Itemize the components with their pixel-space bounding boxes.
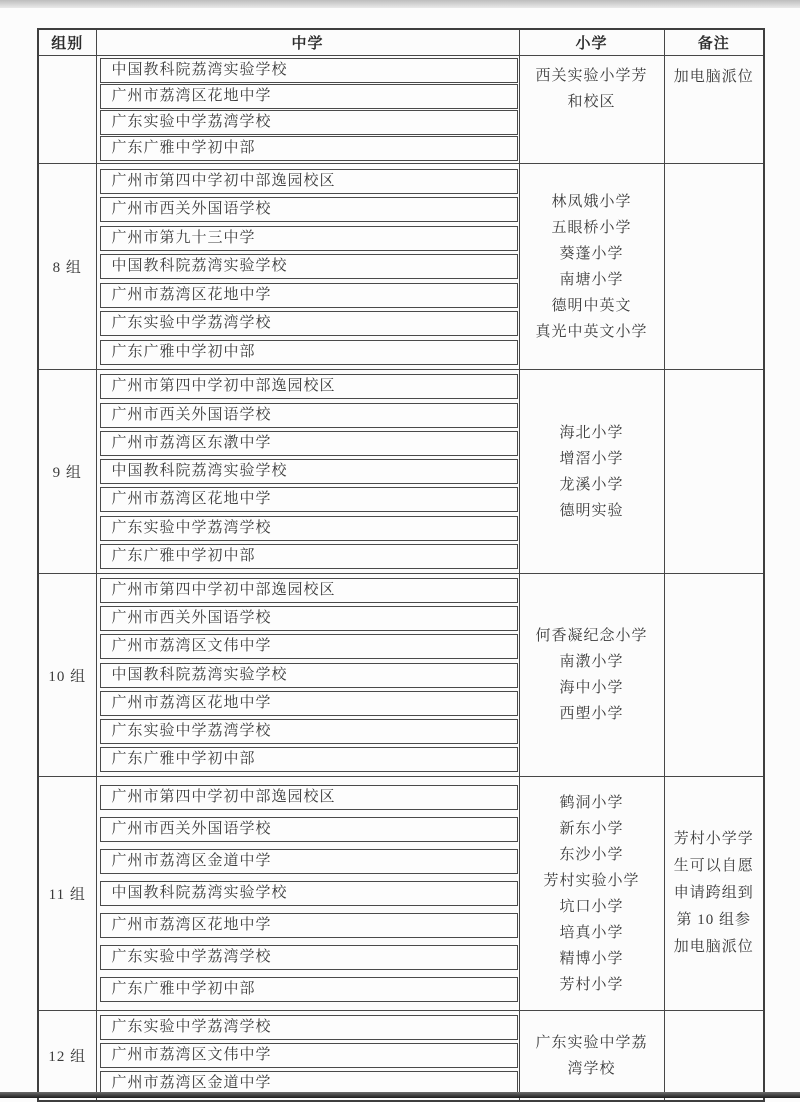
primary-school-line: 海北小学 <box>559 424 624 441</box>
primary-school-line: 西塱小学 <box>559 706 624 722</box>
primary-school-line: 东沙小学 <box>559 846 624 863</box>
middle-school-box: 广州市荔湾区东漖中学 <box>100 431 518 456</box>
middle-school-box: 广州市第四中学初中部逸园校区 <box>100 169 518 194</box>
primary-school-cell <box>519 370 664 574</box>
middle-school-box: 广州市西关外国语学校 <box>100 197 518 222</box>
scan-top-edge <box>0 0 800 8</box>
primary-school-line: 海中小学 <box>559 680 624 696</box>
remark-cell <box>664 1011 764 1102</box>
primary-school-line: 南漖小学 <box>559 654 624 670</box>
group-label: 9 组 <box>38 370 96 574</box>
primary-school-line: 坑口小学 <box>559 898 624 915</box>
primary-school-line: 南塘小学 <box>559 271 624 288</box>
primary-school-line: 鹤洞小学 <box>559 794 624 811</box>
middle-school-stack <box>97 164 519 369</box>
middle-school-box: 广州市荔湾区花地中学 <box>100 487 518 512</box>
group-row-continued <box>38 56 764 164</box>
group-label: 10 组 <box>38 574 96 777</box>
middle-school-box: 广州市荔湾区金道中学 <box>100 849 518 874</box>
header-remark: 备注 <box>664 29 764 56</box>
remark-line: 第 10 组参 <box>676 912 751 928</box>
middle-school-box: 广州市第四中学初中部逸园校区 <box>100 785 518 810</box>
remark-cell <box>664 777 764 1011</box>
primary-school-line: 芳村小学 <box>559 976 624 993</box>
scan-bottom-edge <box>0 1092 800 1098</box>
middle-school-box: 广东实验中学荔湾学校 <box>100 110 518 135</box>
primary-school-cell <box>519 574 664 777</box>
primary-school-cell <box>519 777 664 1011</box>
primary-school-line: 五眼桥小学 <box>551 219 632 236</box>
primary-school-line: 培真小学 <box>559 924 624 941</box>
middle-school-box: 广州市西关外国语学校 <box>100 817 518 842</box>
group-label: 12 组 <box>38 1011 96 1102</box>
primary-school-line: 新东小学 <box>559 820 624 837</box>
middle-school-stack <box>97 370 519 573</box>
middle-school-box: 中国教科院荔湾实验学校 <box>100 459 518 484</box>
middle-school-box: 广州市荔湾区花地中学 <box>100 691 518 716</box>
middle-school-box: 广东广雅中学初中部 <box>100 136 518 161</box>
middle-school-stack <box>97 777 519 1010</box>
middle-school-stack <box>97 1011 519 1100</box>
primary-school-line: 龙溪小学 <box>559 476 624 493</box>
remark-cell <box>664 164 764 370</box>
middle-school-cell <box>96 777 519 1011</box>
primary-school-line: 广东实验中学荔 <box>535 1034 648 1051</box>
middle-school-box: 广东广雅中学初中部 <box>100 977 518 1002</box>
middle-school-box: 广州市第九十三中学 <box>100 226 518 251</box>
middle-school-box: 广东实验中学荔湾学校 <box>100 1015 518 1040</box>
middle-school-box: 中国教科院荔湾实验学校 <box>100 254 518 279</box>
primary-school-cell <box>519 1011 664 1102</box>
remark-line: 生可以自愿 <box>673 858 754 874</box>
primary-school-line: 西关实验小学芳 <box>535 68 648 84</box>
middle-school-box: 广州市荔湾区金道中学 <box>100 1071 518 1096</box>
header-middle-school: 中学 <box>96 29 519 56</box>
middle-school-box: 广东实验中学荔湾学校 <box>100 516 518 541</box>
primary-school-line: 精博小学 <box>559 950 624 967</box>
middle-school-box: 广东广雅中学初中部 <box>100 340 518 365</box>
middle-school-box: 中国教科院荔湾实验学校 <box>100 58 518 83</box>
middle-school-box: 广州市荔湾区文伟中学 <box>100 1043 518 1068</box>
remark-line: 加电脑派位 <box>673 939 754 955</box>
middle-school-box: 中国教科院荔湾实验学校 <box>100 881 518 906</box>
header-primary-school: 小学 <box>519 29 664 56</box>
group-row-9组 <box>38 370 764 574</box>
group-row-10组 <box>38 574 764 777</box>
primary-school-line: 芳村实验小学 <box>543 872 640 889</box>
middle-school-stack <box>97 574 519 776</box>
middle-school-box: 广东实验中学荔湾学校 <box>100 719 518 744</box>
middle-school-box: 广州市第四中学初中部逸园校区 <box>100 374 518 399</box>
middle-school-box: 广东实验中学荔湾学校 <box>100 311 518 336</box>
primary-school-line: 林凤娥小学 <box>551 193 632 210</box>
primary-school-line: 何香凝纪念小学 <box>535 628 648 644</box>
remark-line: 芳村小学学 <box>673 831 754 847</box>
middle-school-cell <box>96 56 519 164</box>
remark-line: 加电脑派位 <box>673 69 754 85</box>
primary-school-line: 真光中英文小学 <box>535 323 648 340</box>
middle-school-box: 广州市荔湾区文伟中学 <box>100 634 518 659</box>
middle-school-box: 中国教科院荔湾实验学校 <box>100 663 518 688</box>
school-allocation-table <box>37 28 765 1102</box>
primary-school-line: 增滘小学 <box>559 450 624 467</box>
group-label: 8 组 <box>38 164 96 370</box>
primary-school-line: 德明实验 <box>559 502 624 519</box>
remark-cell <box>664 56 764 164</box>
group-row-8组 <box>38 164 764 370</box>
group-label <box>38 56 96 164</box>
remark-line: 申请跨组到 <box>673 885 754 901</box>
header-row <box>38 29 764 56</box>
primary-school-cell <box>519 56 664 164</box>
middle-school-box: 广东实验中学荔湾学校 <box>100 945 518 970</box>
middle-school-box: 广州市第四中学初中部逸园校区 <box>100 578 518 603</box>
primary-school-line: 德明中英文 <box>551 297 632 314</box>
middle-school-box: 广东广雅中学初中部 <box>100 747 518 772</box>
group-row-11组 <box>38 777 764 1011</box>
primary-school-line: 湾学校 <box>567 1060 616 1077</box>
middle-school-cell <box>96 1011 519 1102</box>
group-label: 11 组 <box>38 777 96 1011</box>
header-group: 组别 <box>38 29 96 56</box>
middle-school-cell <box>96 370 519 574</box>
group-row-12组 <box>38 1011 764 1102</box>
middle-school-box: 广州市西关外国语学校 <box>100 606 518 631</box>
middle-school-box: 广东广雅中学初中部 <box>100 544 518 569</box>
middle-school-box: 广州市荔湾区花地中学 <box>100 283 518 308</box>
middle-school-cell <box>96 164 519 370</box>
middle-school-box: 广州市荔湾区花地中学 <box>100 913 518 938</box>
remark-cell <box>664 370 764 574</box>
middle-school-box: 广州市荔湾区花地中学 <box>100 84 518 109</box>
primary-school-line: 葵蓬小学 <box>559 245 624 262</box>
middle-school-box: 广州市西关外国语学校 <box>100 403 518 428</box>
middle-school-stack <box>97 56 519 163</box>
remark-cell <box>664 574 764 777</box>
middle-school-cell <box>96 574 519 777</box>
primary-school-line: 和校区 <box>567 94 616 110</box>
primary-school-cell <box>519 164 664 370</box>
